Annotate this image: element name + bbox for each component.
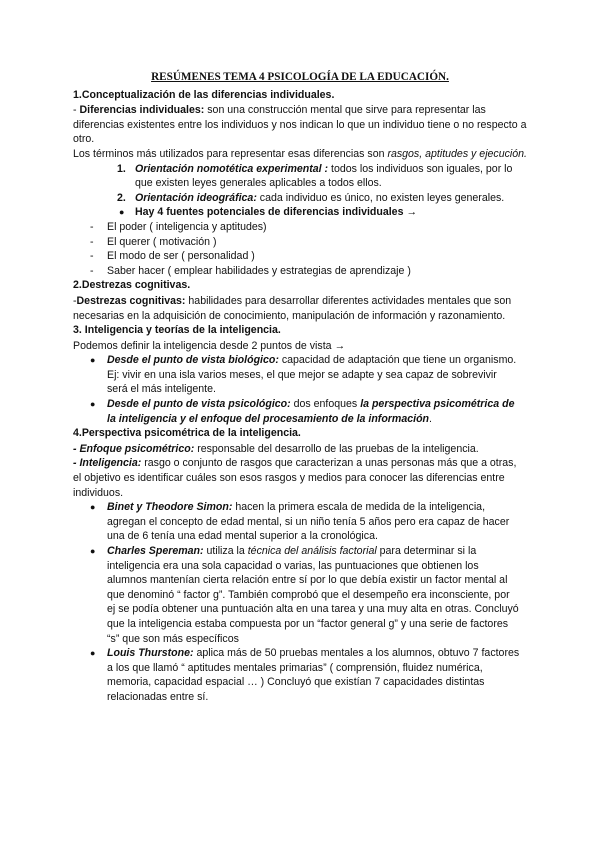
item-emphasis: la perspectiva psicométrica de la inteligencia y el enfoque del procesamiento de la información: [107, 398, 515, 425]
item-number: 1.: [117, 162, 126, 175]
item-end: .: [429, 412, 432, 425]
orientation-item-1: [0, 162, 600, 191]
item-text: hacen la primera escala de medida de la inteligencia, agregan el concepto de edad mental, si un niño tenía 5 años pero era capaz de hacer una de 6 tenía una edad mental superior a la cronológica.: [107, 501, 510, 543]
section-3-heading: 3. Inteligencia y teorías de la inteligencia.: [73, 324, 281, 337]
terms-text: Los términos más utilizados para representar esas diferencias son: [73, 147, 388, 160]
bullet-icon: ●: [90, 546, 96, 556]
dash-marker: -: [90, 264, 94, 277]
bullet-icon: ●: [90, 399, 96, 410]
item-text: utiliza la: [203, 545, 248, 557]
item-text: capacidad de adaptación que tiene un organismo. Ej: vivir en una isla varios meses, el que mejor se adapte y sea capaz de sobrevivir será el más inteligente.: [107, 354, 517, 396]
binet-simon-item: [0, 500, 600, 544]
definition-lead: -: [73, 104, 80, 117]
bullet-icon: ●: [119, 207, 125, 218]
definition-term: - Enfoque psicométrico:: [73, 442, 195, 455]
item-text: aplica más de 50 pruebas mentales a los alumnos, obtuvo 7 factores a los que llamó “ aptitudes mentales primarias” ( comprensión, fluidez numérica, memoria, capacidad espacial … ) Concluyó que existían 7 capacidades distintas relacionadas entre sí.: [107, 647, 520, 703]
item-number: 2.: [117, 191, 126, 204]
item-italic: técnica del análisis factorial: [247, 545, 377, 557]
section-2-heading: 2.Destrezas cognitivas.: [73, 279, 191, 292]
thurstone-item: [0, 646, 600, 704]
source-text: El querer ( motivación ): [107, 235, 217, 248]
document-title: RESÚMENES TEMA 4 PSICOLOGÍA DE LA EDUCACIÓN.: [151, 71, 449, 83]
source-item: [0, 220, 600, 235]
source-item: [0, 249, 600, 264]
item-term: Desde el punto de vista psicológico:: [107, 398, 291, 411]
cognitive-skills-definition: [73, 294, 527, 323]
item-text: para determinar si la inteligencia era una sola capacidad o varias, las puntuaciones que obtienen los alumnos mantenían cierta relación entre sí por lo que debía existir un factor mental al que denominó “ factor g”. También comprobó que el desempeño era inconsciente, por ej se podía obtener una puntuación alta en una tarea y una muy alta en otras. Concluyó que la inteligencia estaba compuesta por un “factor general g” y una serie de factores “s” que son más específicos: [107, 545, 519, 645]
definition-text: rasgo o conjunto de rasgos que caracterizan a unas personas más que a otras, el objetivo es identificar cuáles son esos rasgos y medios para conocer las diferencias entre individuos.: [73, 457, 517, 499]
biological-view-item: [0, 353, 600, 397]
spearman-item: [0, 544, 600, 646]
definition-individual-differences: [73, 103, 527, 147]
item-term: Binet y Theodore Simon:: [107, 501, 233, 514]
definition-text: son una construcción mental que sirve para representar las diferencias existentes entre los individuos y nos indican lo que un individuo tiene o no respecto a otro.: [73, 104, 527, 146]
source-item: [0, 235, 600, 250]
intelligence-definition: [73, 456, 527, 500]
intelligence-intro: Podemos definir la inteligencia desde 2 puntos de vista →: [73, 339, 346, 352]
orientation-item-2: [0, 191, 600, 206]
definition-term: Diferencias individuales:: [79, 104, 205, 117]
sources-heading-item: [0, 205, 600, 220]
psychometric-approach-definition: [73, 442, 527, 457]
orientation-text: cada individuo es único, no existen leyes generales.: [256, 191, 505, 204]
dash-marker: -: [90, 250, 94, 263]
item-term: Louis Thurstone:: [107, 647, 194, 660]
dash-marker: -: [90, 235, 94, 248]
definition-lead: -: [73, 294, 77, 307]
orientation-text: todos los individuos son iguales, por lo que existen leyes generales aplicables a todos ellos.: [135, 162, 513, 190]
item-term: Charles Spereman:: [107, 545, 204, 557]
terms-paragraph: [73, 147, 527, 162]
orientation-term: Orientación nomotética experimental :: [135, 162, 329, 175]
terms-italic: rasgos, aptitudes y ejecución.: [387, 147, 528, 160]
source-text: Saber hacer ( emplear habilidades y estrategias de aprendizaje ): [107, 264, 411, 277]
definition-text: responsable del desarrollo de las pruebas de la inteligencia.: [194, 442, 479, 455]
bullet-icon: ●: [90, 648, 96, 659]
sources-heading: Hay 4 fuentes potenciales de diferencias individuales →: [135, 206, 418, 219]
item-text: dos enfoques: [290, 398, 361, 411]
section-4-heading: 4.Perspectiva psicométrica de la inteligencia.: [73, 427, 301, 440]
psychological-view-item: [0, 397, 600, 426]
definition-term: - Inteligencia:: [73, 457, 142, 470]
dash-marker: -: [90, 220, 94, 233]
source-text: El poder ( inteligencia y aptitudes): [107, 220, 267, 233]
bullet-icon: ●: [90, 502, 96, 513]
bullet-icon: ●: [90, 355, 96, 366]
section-1-heading: 1.Conceptualización de las diferencias individuales.: [73, 88, 335, 101]
item-term: Desde el punto de vista biológico:: [107, 354, 279, 367]
definition-term: Destrezas cognitivas:: [76, 294, 186, 307]
source-text: El modo de ser ( personalidad ): [107, 250, 255, 263]
orientation-term: Orientación ideográfica:: [135, 191, 257, 204]
definition-text: habilidades para desarrollar diferentes actividades mentales que son necesarias en la adquisición de conocimiento, manipulación de información y razonamiento.: [73, 294, 512, 322]
source-item: [0, 264, 600, 279]
